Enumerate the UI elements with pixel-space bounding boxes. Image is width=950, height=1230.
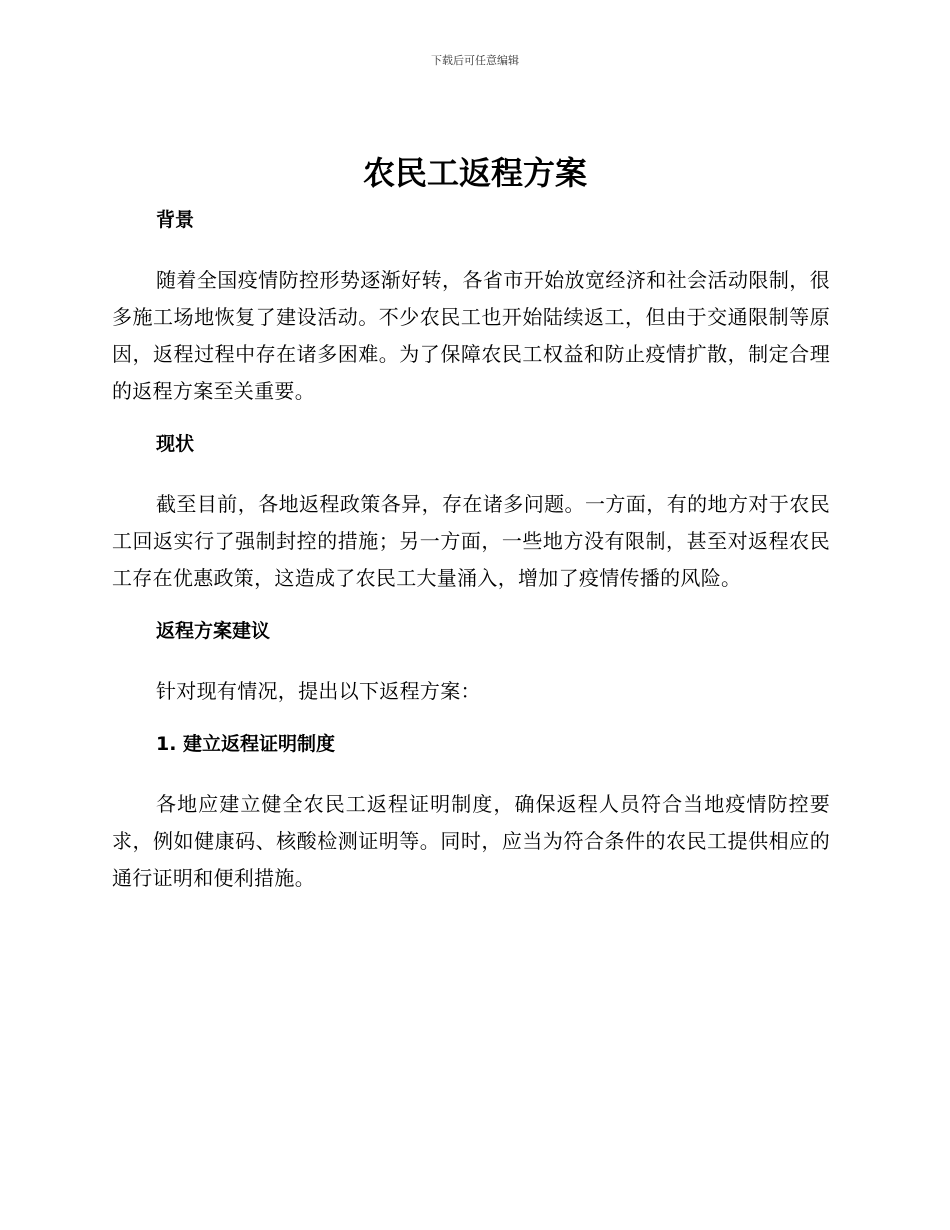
section-heading-proposal: 返程方案建议 <box>156 620 271 642</box>
paragraph-proposal: 针对现有情况，提出以下返程方案： <box>156 679 481 703</box>
section-heading-background: 背景 <box>156 209 195 231</box>
header-note: 下载后可任意编辑 <box>431 54 519 67</box>
section-heading-item1: 1. 建立返程证明制度 <box>156 733 336 755</box>
paragraph-status: 截至目前，各地返程政策各异，存在诸多问题。一方面，有的地方对于农民工回返实行了强制封控的措施；另一方面，一些地方没有限制，甚至对返程农民工存在优惠政策，这造成了农民工大量涌入，增加了疫情传播的风险。 <box>112 492 830 590</box>
paragraph-item1: 各地应建立健全农民工返程证明制度，确保返程人员符合当地疫情防控要求，例如健康码、核酸检测证明等。同时，应当为符合条件的农民工提供相应的通行证明和便利措施。 <box>112 792 830 890</box>
paragraph-background: 随着全国疫情防控形势逐渐好转，各省市开始放宽经济和社会活动限制，很多施工场地恢复了建设活动。不少农民工也开始陆续返工，但由于交通限制等原因，返程过程中存在诸多困难。为了保障农民工权益和防止疫情扩散，制定合理的返程方案至关重要。 <box>112 268 830 403</box>
section-heading-status: 现状 <box>156 433 195 455</box>
document-body <box>112 204 830 897</box>
document-title: 农民工返程方案 <box>362 154 587 192</box>
